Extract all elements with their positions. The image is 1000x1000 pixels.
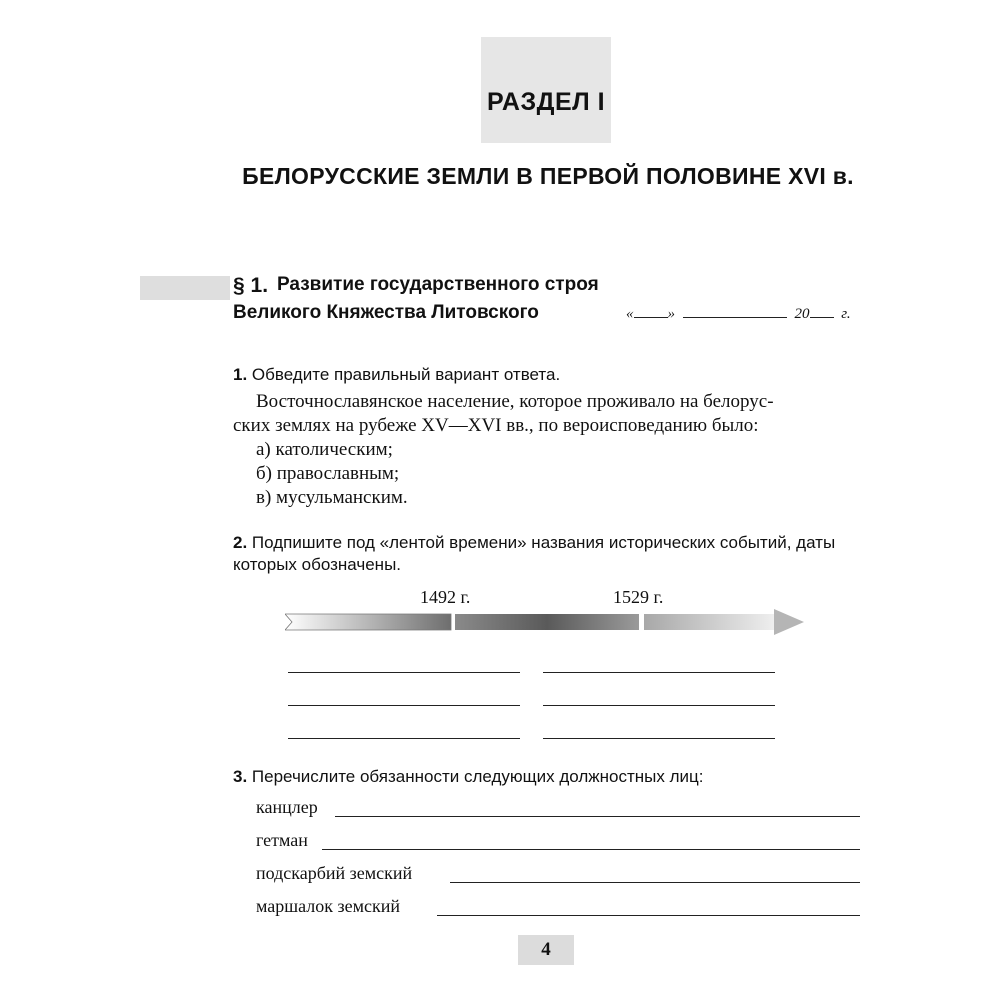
timeline-answer-right-2[interactable] [543,705,775,706]
task3-number: 3. [233,767,248,786]
timeline-segment-1 [285,614,451,630]
task1-instruction-text: Обведите правильный вариант ответа. [251,365,561,384]
task2-instruction-text: Подпишите под «лентой времени» названия исторических событий, даты [251,533,836,552]
timeline-year-1529: 1529 г. [613,587,664,607]
position-chancellor-answer[interactable] [335,816,860,817]
position-marshal-answer[interactable] [437,915,860,916]
date-suffix: г. [841,306,851,322]
timeline-year-1492: 1492 г. [420,587,471,607]
task1-option-b[interactable]: б) православным; [256,463,400,484]
task2-instruction-line1 [233,532,835,554]
date-field [626,303,851,323]
position-chancellor-label: канцлер [256,797,318,817]
date-year-prefix: 20 [794,306,810,322]
timeline-answer-left-3[interactable] [288,738,520,739]
chapter-title: БЕЛОРУССКИЕ ЗЕМЛИ В ПЕРВОЙ ПОЛОВИНЕ XVI в. [242,163,854,189]
task1-option-c[interactable]: в) мусульманским. [256,487,408,508]
position-hetman-answer[interactable] [322,849,860,850]
task1-instruction [233,364,560,386]
timeline-arrowhead [774,609,804,635]
task2-instruction-line2: которых обозначены. [233,555,402,574]
paragraph-title-line2: Великого Княжества Литовского [233,302,539,323]
date-close-quote: » [667,306,675,322]
section-label: РАЗДЕЛ I [486,88,606,116]
position-marshal-label: маршалок земский [256,896,400,916]
paragraph-marker-bar [140,276,230,300]
task3-instruction-text: Перечислите обязанности следующих должностных лиц: [251,767,704,786]
timeline-segment-3 [644,614,774,630]
task1-question-line2: ских землях на рубеже XV—XVI вв., по вероисповеданию было: [233,415,759,436]
date-year-blank[interactable] [810,303,834,318]
paragraph-title-line1: Развитие государственного строя [277,274,599,295]
position-treasurer-label: подскарбий земский [256,863,413,883]
timeline-answer-left-2[interactable] [288,705,520,706]
task1-question-line1: Восточнославянское население, которое проживало на белорус- [256,391,774,412]
timeline-segment-2 [455,614,639,630]
task2-number: 2. [233,533,248,552]
date-month-blank[interactable] [683,303,787,318]
timeline-answer-right-1[interactable] [543,672,775,673]
position-treasurer-answer[interactable] [450,882,860,883]
task1-option-a[interactable]: а) католическим; [256,439,393,460]
timeline-ribbon [285,608,810,640]
timeline-answer-right-3[interactable] [543,738,775,739]
task1-number: 1. [233,365,248,384]
timeline-answer-left-1[interactable] [288,672,520,673]
paragraph-number: § 1. [233,274,269,297]
position-hetman-label: гетман [256,830,308,850]
date-day-blank[interactable] [634,303,668,318]
date-open-quote: « [626,306,634,322]
page-number: 4 [541,939,551,960]
task3-instruction [233,766,704,788]
